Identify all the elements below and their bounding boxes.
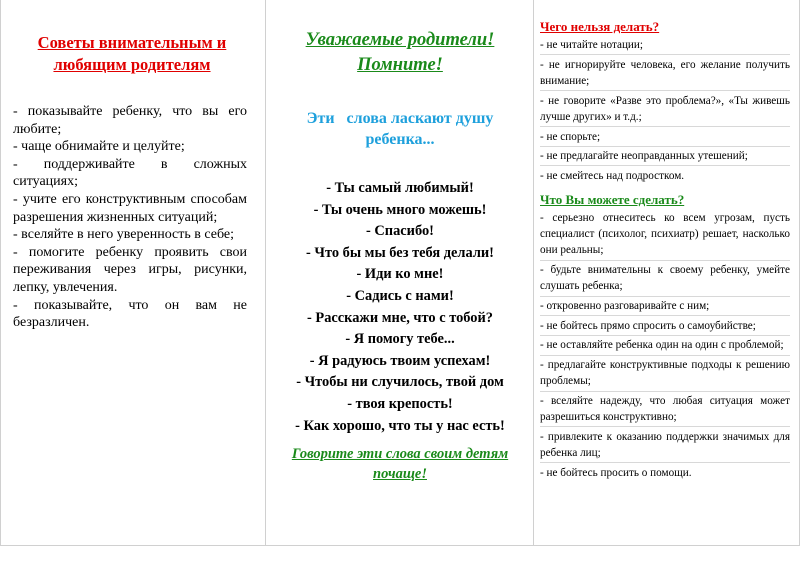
list-item: - вселяйте надежду, что любая ситуация может разрешиться конструктивно; (540, 393, 790, 427)
list-item: - не смейтесь над подростком. (540, 169, 685, 182)
phrase-item: - Я помогу тебе... (345, 331, 455, 348)
list-item: - предлагайте конструктивные подходы к решению проблемы; (540, 357, 790, 391)
list-item: - помогите ребенку проявить свои переживания через игры, рисунки, лепку, увлечения. (13, 244, 247, 295)
center-title (266, 28, 534, 78)
center-subtitle-line2: ребенка... (365, 131, 435, 148)
center-footer: Говорите эти слова своим детям почаще! (291, 446, 509, 482)
list-item: - не бойтесь прямо спросить о самоубийстве; (540, 318, 790, 336)
list-item: - не читайте нотации; (540, 37, 790, 55)
phrase-item: - Иди ко мне! (356, 266, 444, 283)
advice-list (13, 103, 247, 332)
phrase-item: - Что бы мы без тебя делали! (306, 244, 494, 261)
page-bottom-border (0, 545, 800, 546)
list-item: - вселяйте в него уверенность в себе; (13, 227, 235, 243)
phrase-item: - Ты самый любимый! (326, 180, 474, 196)
list-item: - учите его конструктивным способам разрешения жизненных ситуаций; (13, 191, 247, 225)
phrase-item: - Я радуюсь твоим успехам! (309, 352, 491, 369)
phrase-item: - Как хорошо, что ты у нас есть! (295, 417, 505, 434)
list-item: - будьте внимательны к своему ребенку, умейте слушать ребенка; (540, 262, 790, 296)
phrase-item: - твоя крепость! (347, 395, 453, 412)
phrase-item: - Расскажи мне, что с тобой? (307, 309, 493, 326)
list-item: - не говорите «Разве это проблема?», «Ты живешь лучше других» и т.д.; (540, 93, 790, 127)
phrase-item: - Ты очень много можешь! (313, 201, 487, 218)
center-subtitle-line1: Эти слова ласкают душу (306, 110, 494, 127)
center-title-line1: Уважаемые родители! (305, 30, 495, 50)
phrase-list (266, 178, 534, 437)
list-item: - чаще обнимайте и целуйте; (13, 139, 185, 155)
list-item: - привлеките к оказанию поддержки значимых для ребенка лиц; (540, 429, 790, 463)
phrase-item: - Чтобы ни случилось, твой дом (296, 374, 504, 391)
list-item: - поддерживайте в сложных ситуациях; (13, 156, 247, 190)
center-subtitle (266, 108, 534, 150)
left-title: Советы внимательным и любящим родителям (37, 33, 227, 74)
list-item: - не предлагайте неоправданных утешений; (540, 148, 790, 166)
list-item: - не оставляйте ребенка один на один с проблемой; (540, 337, 790, 355)
list-item: - не бойтесь просить о помощи. (540, 466, 692, 479)
dont-list (540, 37, 790, 187)
list-item: - показывайте, что он вам не безразличен. (13, 297, 247, 331)
can-title: Что Вы можете сделать? (540, 192, 685, 207)
center-title-line2: Помните! (357, 55, 443, 75)
center-panel (266, 0, 534, 545)
list-item: - откровенно разговаривайте с ним; (540, 298, 790, 316)
dont-title: Чего нельзя делать? (540, 19, 660, 34)
list-item: - серьезно отнеситесь ко всем угрозам, пусть специалист (психолог, психиатр) решает, насколько они реальны; (540, 210, 790, 261)
list-item: - показывайте ребенку, что вы его любите; (13, 104, 247, 137)
list-item: - не спорьте; (540, 129, 790, 147)
phrase-item: - Садись с нами! (346, 287, 454, 304)
right-panel (534, 0, 800, 545)
list-item: - не игнорируйте человека, его желание получить внимание; (540, 57, 790, 91)
left-panel (0, 0, 266, 545)
phrase-item: - Спасибо! (366, 223, 434, 240)
can-list (540, 210, 790, 484)
